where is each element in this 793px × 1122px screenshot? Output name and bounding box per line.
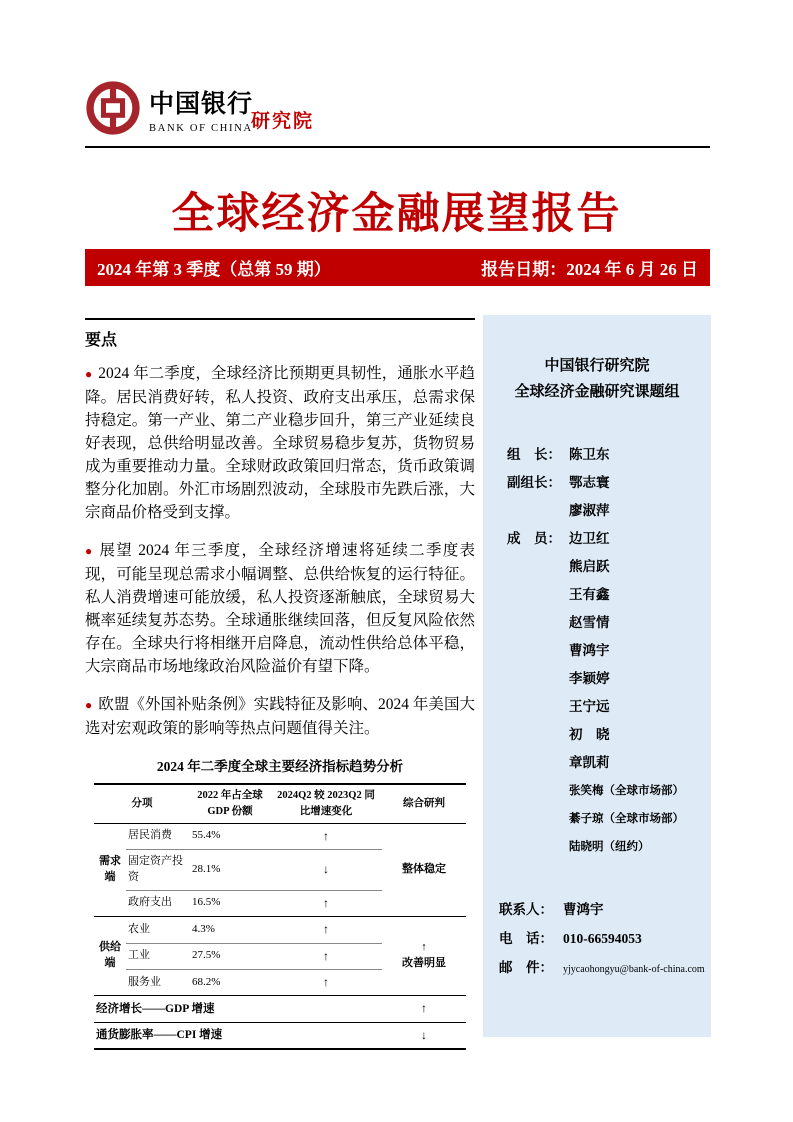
key-point-2-text: 展望 2024 年三季度，全球经济增速将延续二季度表现，可能呈现总需求小幅调整、总供给恢复的运行特征。私人消费增速可能放缓，私人投资逐渐触底，全球贸易大概率延续复苏态势。全球通胀继续回落，但反复风险依然存在。全球央行将相继开启降息，流动性供给总体平稳，大宗商品市场地缘政治风险溢价有望下降。	[85, 542, 475, 675]
team-member	[507, 609, 705, 637]
key-point-1-text: 2024 年二季度，全球经济比预期更具韧性，通胀水平趋降。居民消费好转，私人投资、政府支出承压，总需求保持稳定。第一产业、第二产业稳步回升，第三产业延续良好表现，总供给明显改善。全球贸易稳步复苏，货物贸易成为重要推动力量。全球财政政策回归常态，货币政策调整分化加剧。外汇市场剧烈波动，全球股市先跌后涨，大宗商品价格受到支撑。	[85, 365, 475, 521]
team-role-label	[507, 749, 569, 777]
org-title	[483, 353, 711, 405]
team-role-label	[507, 497, 569, 525]
team-role-label	[507, 665, 569, 693]
team-member	[507, 777, 705, 805]
row-share: 27.5%	[190, 943, 270, 969]
row-item: 工业	[126, 943, 190, 969]
team-member-name: 张笑梅（全球市场部）	[569, 785, 684, 797]
verdict-supply	[382, 917, 466, 996]
team-member	[507, 581, 705, 609]
team-member-name: 初 晓	[569, 727, 610, 742]
masthead	[85, 80, 710, 144]
research-team-panel	[483, 315, 711, 1037]
table-row	[94, 823, 466, 849]
summary-row-cpi	[94, 1022, 466, 1049]
team-role-label: 成 员：	[507, 531, 561, 546]
contact-email-line	[499, 953, 707, 984]
team-member	[507, 525, 705, 553]
team-member-name: 曹鸿宇	[569, 643, 610, 658]
bullet-icon: ●	[85, 367, 93, 381]
team-member	[507, 805, 705, 833]
team-role-label	[507, 553, 569, 581]
contact-phone-label: 电 话：	[499, 931, 553, 946]
verdict-supply-arrow: ↑	[421, 941, 427, 954]
team-member-name: 章凯莉	[569, 755, 610, 770]
team-member-name: 鄂志寰	[569, 475, 610, 490]
key-points-heading: 要点	[85, 332, 118, 349]
bullet-icon: ●	[85, 544, 94, 558]
row-share: 68.2%	[190, 969, 270, 995]
bullet-icon: ●	[85, 698, 93, 712]
summary-label: 通货膨胀率——CPI 增速	[96, 1029, 223, 1042]
contact-block	[499, 895, 707, 984]
team-role-label	[507, 833, 569, 861]
col-header-verdict: 综合研判	[382, 784, 466, 823]
row-change-arrow: ↑	[270, 890, 382, 916]
indicator-table-title: 2024 年二季度全球主要经济指标趋势分析	[156, 759, 404, 774]
key-points-divider	[85, 318, 475, 320]
row-share: 55.4%	[190, 823, 270, 849]
team-role-label	[507, 693, 569, 721]
row-item: 服务业	[126, 969, 190, 995]
col-header-change: 2024Q2 较 2023Q2 同比增速变化	[270, 784, 382, 823]
row-share: 4.3%	[190, 917, 270, 943]
team-member-name: 李颖婷	[569, 671, 610, 686]
org-line-1: 中国银行研究院	[544, 358, 650, 374]
org-line-2: 全球经济金融研究课题组	[514, 384, 680, 400]
team-member-name: 王有鑫	[569, 587, 610, 602]
team-member	[507, 469, 705, 497]
team-role-label: 副组长：	[507, 475, 561, 490]
contact-email-label: 邮 件：	[499, 960, 553, 975]
team-member	[507, 693, 705, 721]
bank-name-block	[149, 84, 253, 134]
team-member	[507, 441, 705, 469]
contact-person-line	[499, 895, 707, 924]
summary-row-gdp	[94, 996, 466, 1022]
summary-arrow: ↓	[421, 1027, 427, 1042]
team-role-label	[507, 609, 569, 637]
row-share: 16.5%	[190, 890, 270, 916]
row-item: 政府支出	[126, 890, 190, 916]
team-member	[507, 833, 705, 861]
contact-email-address: yjycaohongyu@bank-of-china.com	[563, 964, 705, 975]
group-demand: 需求端	[94, 823, 126, 917]
table-row	[94, 917, 466, 943]
row-share: 28.1%	[190, 849, 270, 890]
row-change-arrow: ↑	[270, 969, 382, 995]
table-header-row	[94, 784, 466, 823]
report-date: 报告日期：2024 年 6 月 26 日	[481, 260, 698, 279]
summary-label: 经济增长——GDP 增速	[94, 996, 382, 1022]
issue-number: 2024 年第 3 季度（总第 59 期）	[97, 260, 331, 279]
team-member	[507, 637, 705, 665]
verdict-demand: 整体稳定	[382, 823, 466, 917]
col-header-item: 分项	[94, 784, 190, 823]
header-divider	[85, 146, 710, 148]
team-member-name: 廖淑萍	[569, 503, 610, 518]
team-member	[507, 497, 705, 525]
team-list	[507, 441, 705, 861]
key-point-3-text: 欧盟《外国补贴条例》实践特征及影响、2024 年美国大选对宏观政策的影响等热点问题值得关注。	[85, 696, 475, 737]
key-point-1	[85, 362, 475, 524]
research-institute-label: 研究院	[251, 111, 315, 132]
team-member-name: 綦子琼（全球市场部）	[569, 813, 684, 825]
contact-person-name: 曹鸿宇	[563, 902, 604, 917]
report-title: 全球经济金融展望报告	[171, 191, 622, 238]
row-item: 农业	[126, 917, 190, 943]
contact-phone-line	[499, 924, 707, 953]
col-header-share: 2022 年占全球 GDP 份额	[190, 784, 270, 823]
row-change-arrow: ↑	[270, 823, 382, 849]
row-change-arrow: ↑	[270, 943, 382, 969]
verdict-supply-text: 改善明显	[402, 957, 446, 970]
key-point-3	[85, 693, 475, 740]
team-member	[507, 721, 705, 749]
summary-arrow: ↑	[382, 996, 466, 1022]
team-member-name: 王宁远	[569, 699, 610, 714]
contact-phone-number: 010-66594053	[563, 931, 642, 946]
team-member-name: 陈卫东	[569, 447, 610, 462]
team-member-name: 熊启跃	[569, 559, 610, 574]
team-role-label	[507, 637, 569, 665]
bank-name-chinese: 中国银行	[149, 91, 254, 118]
team-role-label	[507, 721, 569, 749]
team-role-label	[507, 777, 569, 805]
team-member-name: 边卫红	[569, 531, 610, 546]
row-change-arrow: ↓	[270, 849, 382, 890]
indicator-table	[94, 783, 466, 1050]
key-points-section	[85, 318, 475, 1050]
group-supply: 供给端	[94, 917, 126, 996]
team-role-label	[507, 581, 569, 609]
bank-name-english: BANK OF CHINA	[149, 123, 253, 134]
team-member	[507, 665, 705, 693]
row-item: 居民消费	[126, 823, 190, 849]
team-member	[507, 553, 705, 581]
row-item: 固定资产投资	[126, 849, 190, 890]
issue-banner	[85, 249, 710, 286]
key-point-2	[85, 539, 475, 678]
contact-person-label: 联系人：	[499, 902, 553, 917]
team-member	[507, 749, 705, 777]
team-role-label: 组 长：	[507, 447, 561, 462]
row-change-arrow: ↑	[270, 917, 382, 943]
team-role-label	[507, 805, 569, 833]
boc-logo-icon	[85, 80, 141, 136]
team-member-name: 赵雪情	[569, 615, 610, 630]
team-member-name: 陆晓明（纽约）	[569, 841, 650, 853]
